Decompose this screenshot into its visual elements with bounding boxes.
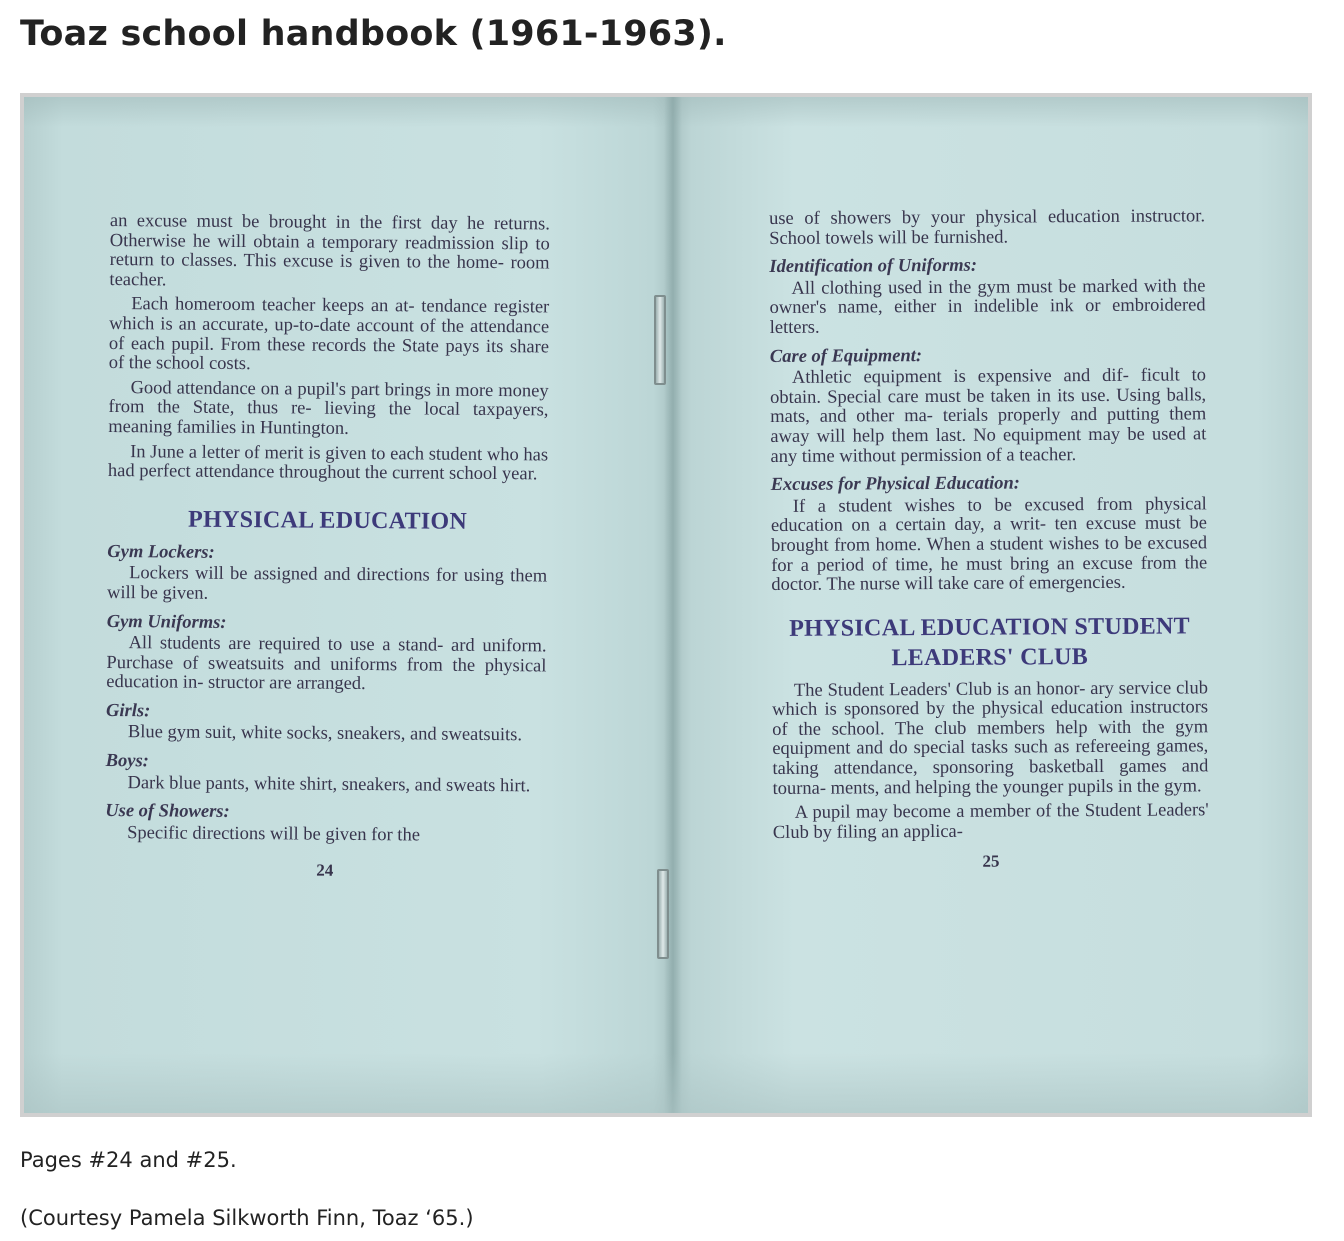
paragraph: Dark blue pants, white shirt, sneakers, and sweats hirt. bbox=[127, 772, 531, 796]
paragraph: an excuse must be brought in the first day he returns. Otherwise he will obtain a temporary readmission slip to return to classes. This excuse is given to the home- room teacher. bbox=[109, 211, 550, 291]
subheading-gym-lockers: Gym Lockers: bbox=[107, 541, 215, 563]
paragraph: If a student wishes to be excused from physical education on a certain day, a writ- ten excuse must be brought from home. When a student wishes to be excused for a period of time, he must bring an excuse from the doctor. The nurse will take care of emergencies. bbox=[770, 494, 1208, 596]
paragraph: A pupil may become a member of the Student Leaders' Club by filing an applica- bbox=[772, 800, 1209, 843]
paragraph: In June a letter of merit is given to each student who has had perfect attendance throughout the current school year. bbox=[107, 441, 549, 485]
staple-top bbox=[654, 295, 666, 385]
section-heading: PHYSICAL EDUCATION bbox=[187, 506, 468, 535]
paragraph: Blue gym suit, white socks, sneakers, and sweatsuits. bbox=[127, 722, 523, 746]
page-number: 24 bbox=[316, 861, 334, 881]
caption-credit: (Courtesy Pamela Silkworth Finn, Toaz ‘65.) bbox=[20, 1206, 474, 1230]
left-page bbox=[105, 212, 550, 882]
paragraph: use of showers by your physical education instructor. School towels will be furnished. bbox=[768, 206, 1206, 249]
paragraph: Specific directions will be given for the bbox=[127, 822, 421, 846]
subheading-identification: Identification of Uniforms: bbox=[769, 255, 978, 278]
handbook-photo bbox=[20, 93, 1312, 1117]
paragraph: Lockers will be assigned and directions for using them will be given. bbox=[106, 563, 548, 604]
page-number: 25 bbox=[982, 852, 1000, 872]
paragraph: The Student Leaders' Club is an honor- ary service club which is sponsored by the physical education instructors of the school. The club members help with the gym equipment and do special tasks such as refereeing games, taking attendance, sponsoring basketball games and tourna- ments, and helping the younger pupils in the gym. bbox=[771, 678, 1209, 799]
page-title: Toaz school handbook (1961-1963). bbox=[20, 14, 727, 54]
subheading-girls: Girls: bbox=[106, 700, 151, 722]
subheading-gym-uniforms: Gym Uniforms: bbox=[106, 611, 227, 633]
paragraph: Athletic equipment is expensive and dif- ficult to obtain. Special care must be taken in its use. Using balls, mats, and other ma- terials properly and putting them away will help them last. No equipment may be used at any time without permission of a teacher. bbox=[770, 365, 1207, 467]
subheading-excuses: Excuses for Physical Education: bbox=[770, 473, 1020, 496]
section-heading-line2: LEADERS' CLUB bbox=[891, 643, 1089, 671]
subheading-use-of-showers: Use of Showers: bbox=[105, 801, 230, 823]
section-heading-line1: PHYSICAL EDUCATION STUDENT bbox=[789, 613, 1191, 642]
caption-pages: Pages #24 and #25. bbox=[20, 1148, 237, 1172]
book-spine bbox=[664, 97, 682, 1113]
paragraph: All clothing used in the gym must be marked with the owner's name, either in indelible ink or embroidered letters. bbox=[769, 276, 1206, 338]
right-page bbox=[769, 207, 1209, 873]
subheading-care-of-equipment: Care of Equipment: bbox=[769, 345, 923, 367]
paragraph: All students are required to use a stand- ard uniform. Purchase of sweatsuits and uniforms from the physical education in- structor are arranged. bbox=[106, 633, 547, 695]
paragraph: Each homeroom teacher keeps an at- tendance register which is an accurate, up-to-date account of the attendance of each pupil. From these records the State pays its share of the school costs. bbox=[108, 294, 550, 375]
subheading-boys: Boys: bbox=[105, 751, 149, 772]
paragraph: Good attendance on a pupil's part brings in more money from the State, thus re- lieving the local taxpayers, meaning families in Huntington. bbox=[108, 377, 549, 439]
staple-bottom bbox=[657, 869, 669, 959]
